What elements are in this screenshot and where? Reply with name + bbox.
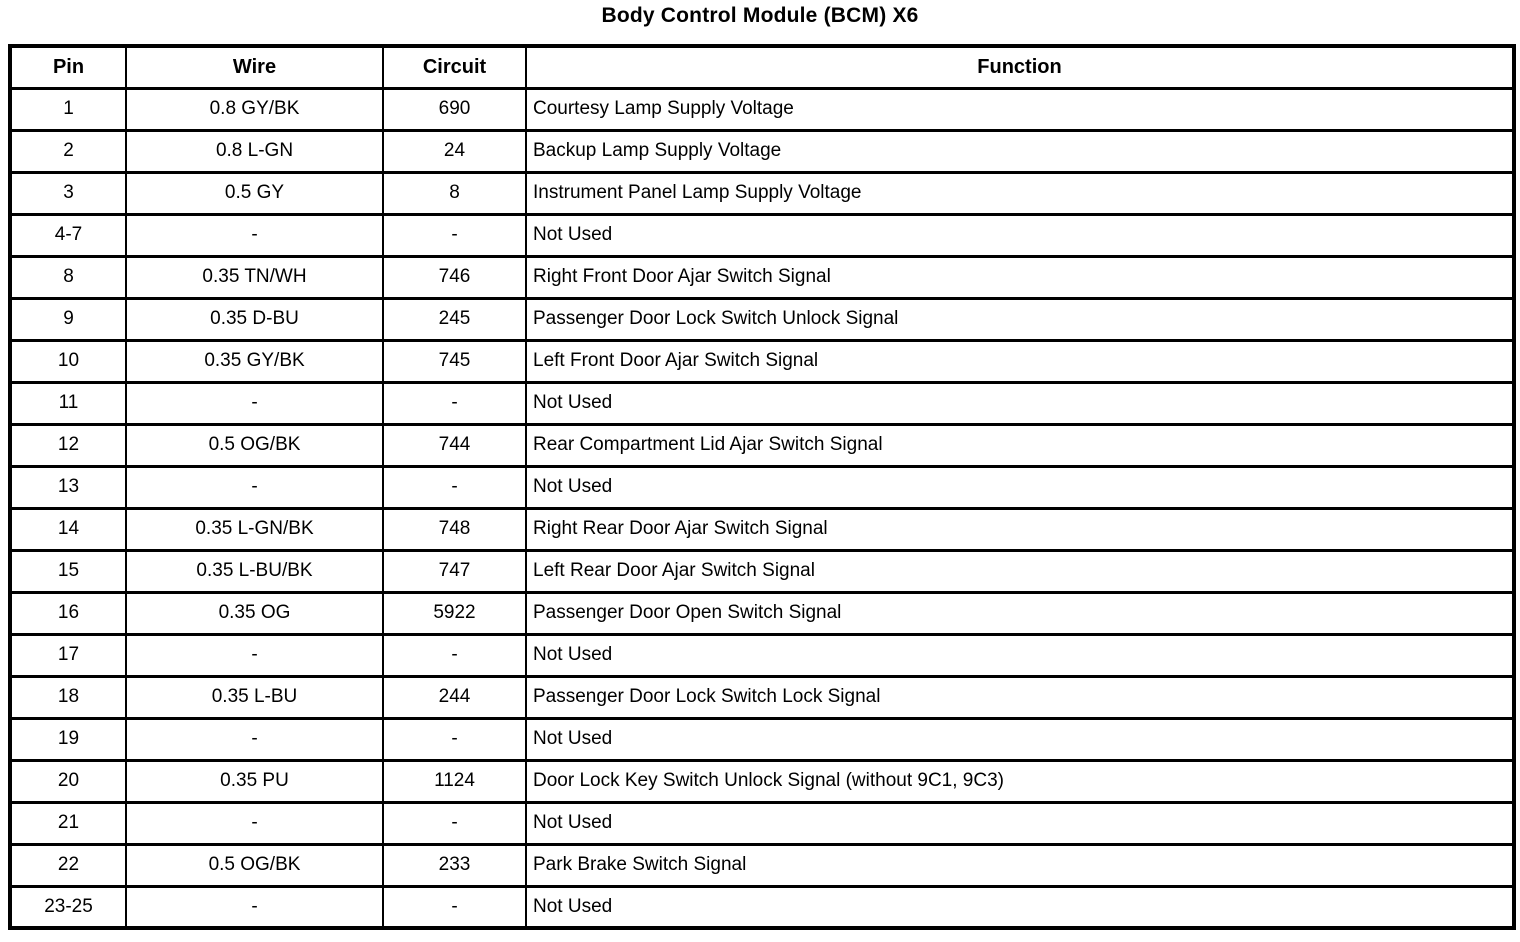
circuit-cell: 244 [383,676,526,718]
circuit-cell: 690 [383,88,526,130]
wire-cell: 0.5 OG/BK [126,424,383,466]
wire-cell: 0.35 L-BU/BK [126,550,383,592]
function-cell: Park Brake Switch Signal [526,844,1514,886]
table-row [10,256,1514,298]
pin-cell: 3 [10,172,126,214]
wire-cell: - [126,634,383,676]
pin-cell: 8 [10,256,126,298]
pin-cell: 20 [10,760,126,802]
circuit-cell: 744 [383,424,526,466]
header-row [10,46,1514,88]
function-cell: Instrument Panel Lamp Supply Voltage [526,172,1514,214]
pin-cell: 14 [10,508,126,550]
table-row [10,802,1514,844]
function-cell: Passenger Door Lock Switch Unlock Signal [526,298,1514,340]
function-cell: Left Front Door Ajar Switch Signal [526,340,1514,382]
table-row [10,844,1514,886]
table-row [10,466,1514,508]
wire-cell: 0.35 D-BU [126,298,383,340]
function-cell: Not Used [526,802,1514,844]
function-cell: Door Lock Key Switch Unlock Signal (without 9C1, 9C3) [526,760,1514,802]
pin-cell: 4-7 [10,214,126,256]
table-row [10,592,1514,634]
wire-cell: 0.5 GY [126,172,383,214]
wire-cell: - [126,382,383,424]
function-cell: Courtesy Lamp Supply Voltage [526,88,1514,130]
pin-cell: 21 [10,802,126,844]
table-row [10,886,1514,928]
table-row [10,88,1514,130]
pin-cell: 11 [10,382,126,424]
pin-cell: 12 [10,424,126,466]
wire-cell: - [126,886,383,928]
page-title: Body Control Module (BCM) X6 [601,4,919,27]
table-row [10,508,1514,550]
bcm-x6-pinout-table [8,44,1516,930]
circuit-cell: - [383,214,526,256]
pin-cell: 1 [10,88,126,130]
function-cell: Not Used [526,634,1514,676]
circuit-cell: - [383,634,526,676]
function-cell: Not Used [526,382,1514,424]
wire-cell: - [126,214,383,256]
circuit-cell: 748 [383,508,526,550]
function-cell: Not Used [526,214,1514,256]
function-cell: Backup Lamp Supply Voltage [526,130,1514,172]
table-header [10,46,1514,88]
pin-cell: 15 [10,550,126,592]
circuit-cell: - [383,382,526,424]
table-row [10,550,1514,592]
wire-cell: 0.8 L-GN [126,130,383,172]
wire-cell: - [126,718,383,760]
circuit-cell: 245 [383,298,526,340]
pin-cell: 2 [10,130,126,172]
column-header-wire: Wire [126,46,383,88]
function-cell: Not Used [526,718,1514,760]
circuit-cell: - [383,466,526,508]
column-header-circuit: Circuit [383,46,526,88]
wire-cell: 0.35 GY/BK [126,340,383,382]
pin-cell: 19 [10,718,126,760]
function-cell: Right Front Door Ajar Switch Signal [526,256,1514,298]
function-cell: Passenger Door Open Switch Signal [526,592,1514,634]
wire-cell: - [126,466,383,508]
table-row [10,340,1514,382]
pin-cell: 9 [10,298,126,340]
circuit-cell: 747 [383,550,526,592]
circuit-cell: - [383,802,526,844]
wire-cell: - [126,802,383,844]
wire-cell: 0.8 GY/BK [126,88,383,130]
table-row [10,760,1514,802]
wire-cell: 0.35 L-BU [126,676,383,718]
circuit-cell: - [383,718,526,760]
circuit-cell: 1124 [383,760,526,802]
pin-cell: 18 [10,676,126,718]
table-row [10,130,1514,172]
table-row [10,298,1514,340]
wire-cell: 0.35 L-GN/BK [126,508,383,550]
function-cell: Rear Compartment Lid Ajar Switch Signal [526,424,1514,466]
table-row [10,718,1514,760]
table-row [10,676,1514,718]
column-header-function: Function [526,46,1514,88]
circuit-cell: 746 [383,256,526,298]
function-cell: Not Used [526,466,1514,508]
pin-cell: 16 [10,592,126,634]
circuit-cell: - [383,886,526,928]
pin-cell: 17 [10,634,126,676]
pin-cell: 23-25 [10,886,126,928]
table-row [10,634,1514,676]
table-body [10,88,1514,928]
circuit-cell: 5922 [383,592,526,634]
circuit-cell: 745 [383,340,526,382]
pin-cell: 22 [10,844,126,886]
circuit-cell: 24 [383,130,526,172]
pin-cell: 13 [10,466,126,508]
circuit-cell: 233 [383,844,526,886]
column-header-pin: Pin [10,46,126,88]
table-row [10,424,1514,466]
circuit-cell: 8 [383,172,526,214]
wire-cell: 0.35 PU [126,760,383,802]
function-cell: Not Used [526,886,1514,928]
table-row [10,214,1514,256]
wire-cell: 0.35 TN/WH [126,256,383,298]
wire-cell: 0.5 OG/BK [126,844,383,886]
table-row [10,172,1514,214]
function-cell: Left Rear Door Ajar Switch Signal [526,550,1514,592]
function-cell: Right Rear Door Ajar Switch Signal [526,508,1514,550]
wire-cell: 0.35 OG [126,592,383,634]
table-row [10,382,1514,424]
function-cell: Passenger Door Lock Switch Lock Signal [526,676,1514,718]
pin-cell: 10 [10,340,126,382]
